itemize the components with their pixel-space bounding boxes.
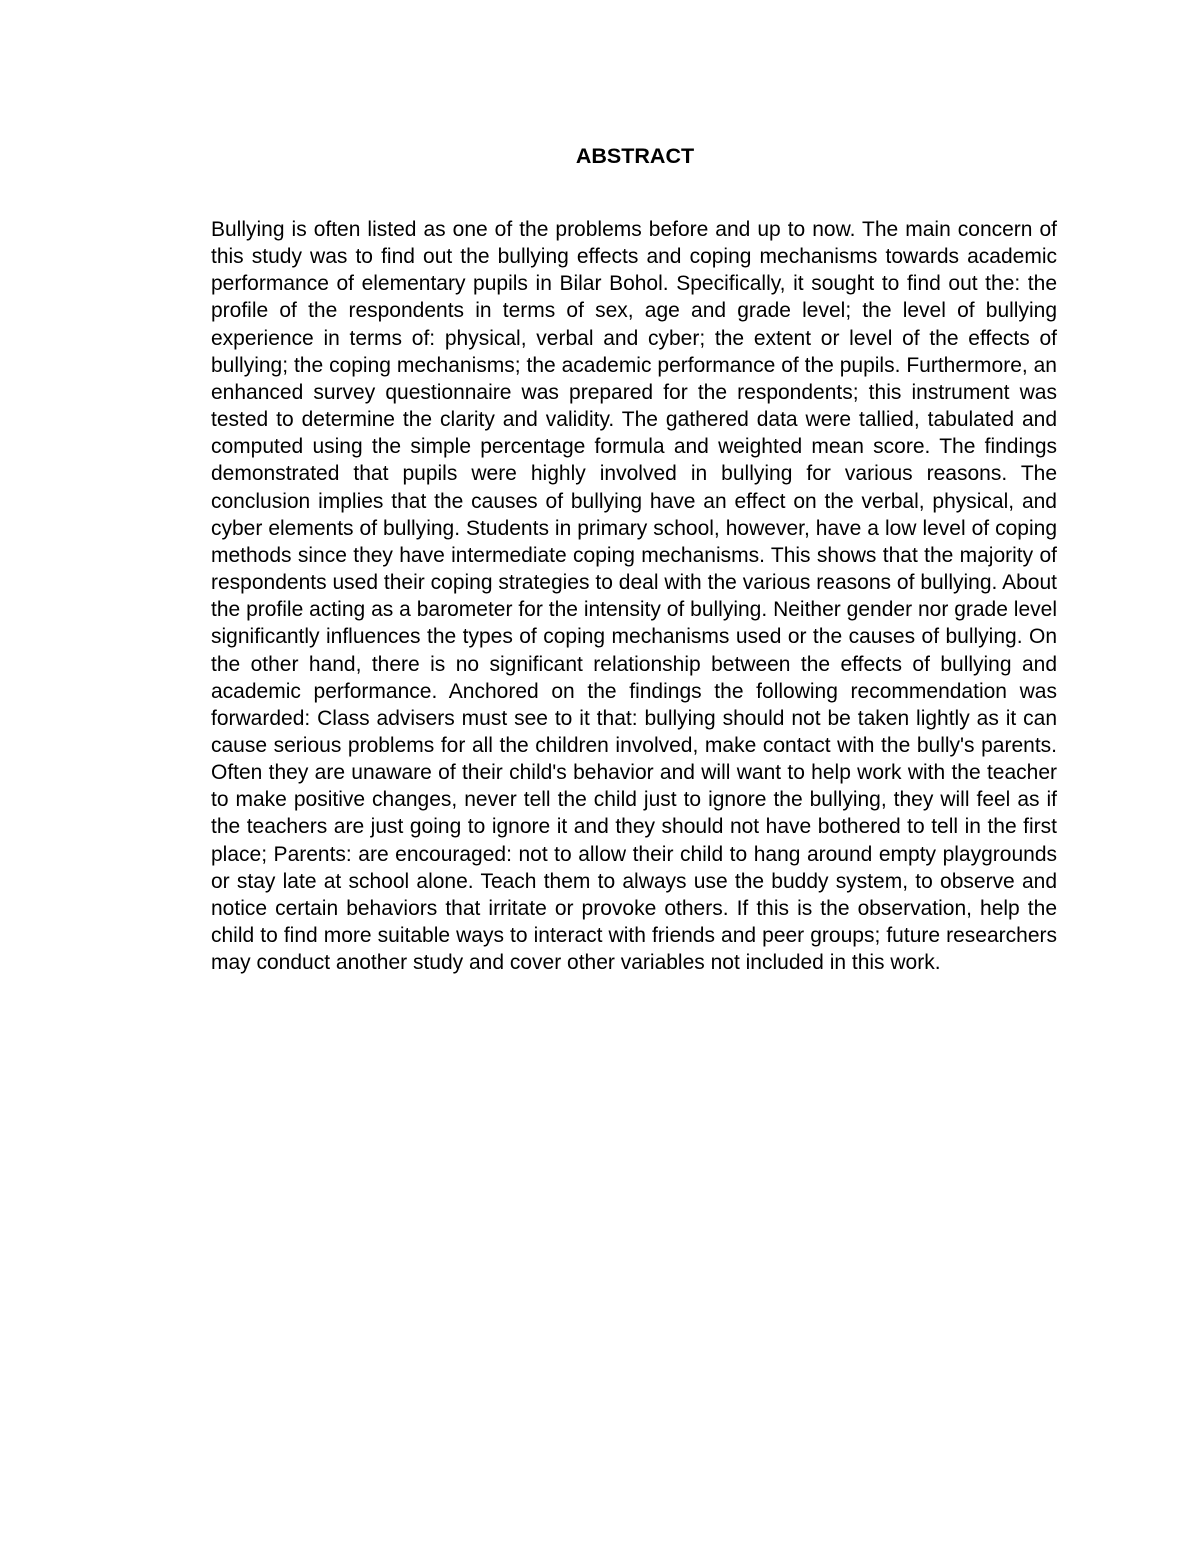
abstract-heading: ABSTRACT — [575, 144, 695, 168]
abstract-paragraph: Bullying is often listed as one of the problems before and up to now. The main concern of this study was to find out the bullying effects and coping mechanisms towards academic performance of elementary pupils in Bilar Bohol. Specifically, it sought to find out the: the profile of the respondents in terms of sex, age and grade level; the level of bullying experience in terms of: physical, verbal and cyber; the extent or level of the effects of bullying; the coping mechanisms; the academic performance of the pupils. Furthermore, an enhanced survey questionnaire was prepared for the respondents; this instrument was tested to determine the clarity and validity. The gathered data were tallied, tabulated and computed using the simple percentage formula and weighted mean score. The findings demonstrated that pupils were highly involved in bullying for various reasons. The conclusion implies that the causes of bullying have an effect on the verbal, physical, and cyber elements of bullying. Students in primary school, however, have a low level of coping methods since they have intermediate coping mechanisms. This shows that the majority of respondents used their coping strategies to deal with the various reasons of bullying. About the profile acting as a barometer for the intensity of bullying. Neither gender nor grade level significantly influences the types of coping mechanisms used or the causes of bullying. On the other hand, there is no significant relationship between the effects of bullying and academic performance. Anchored on the findings the following recommendation was forwarded: Class advisers must see to it that: bullying should not be taken lightly as it can cause serious problems for all the children involved, make contact with the bully's parents. Often they are unaware of their child's behavior and will want to help work with the teacher to make positive changes, never tell the child just to ignore the bullying, they will feel as if the teachers are just going to ignore it and they should not have bothered to tell in the first place; Parents: are encouraged: not to allow their child to hang around empty playgrounds or stay late at school alone. Teach them to always use the buddy system, to observe and notice certain behaviors that irritate or provoke others. If this is the observation, help the child to find more suitable ways to interact with friends and peer groups; future researchers may conduct another study and cover other variables not included in this work. — [211, 218, 1057, 975]
